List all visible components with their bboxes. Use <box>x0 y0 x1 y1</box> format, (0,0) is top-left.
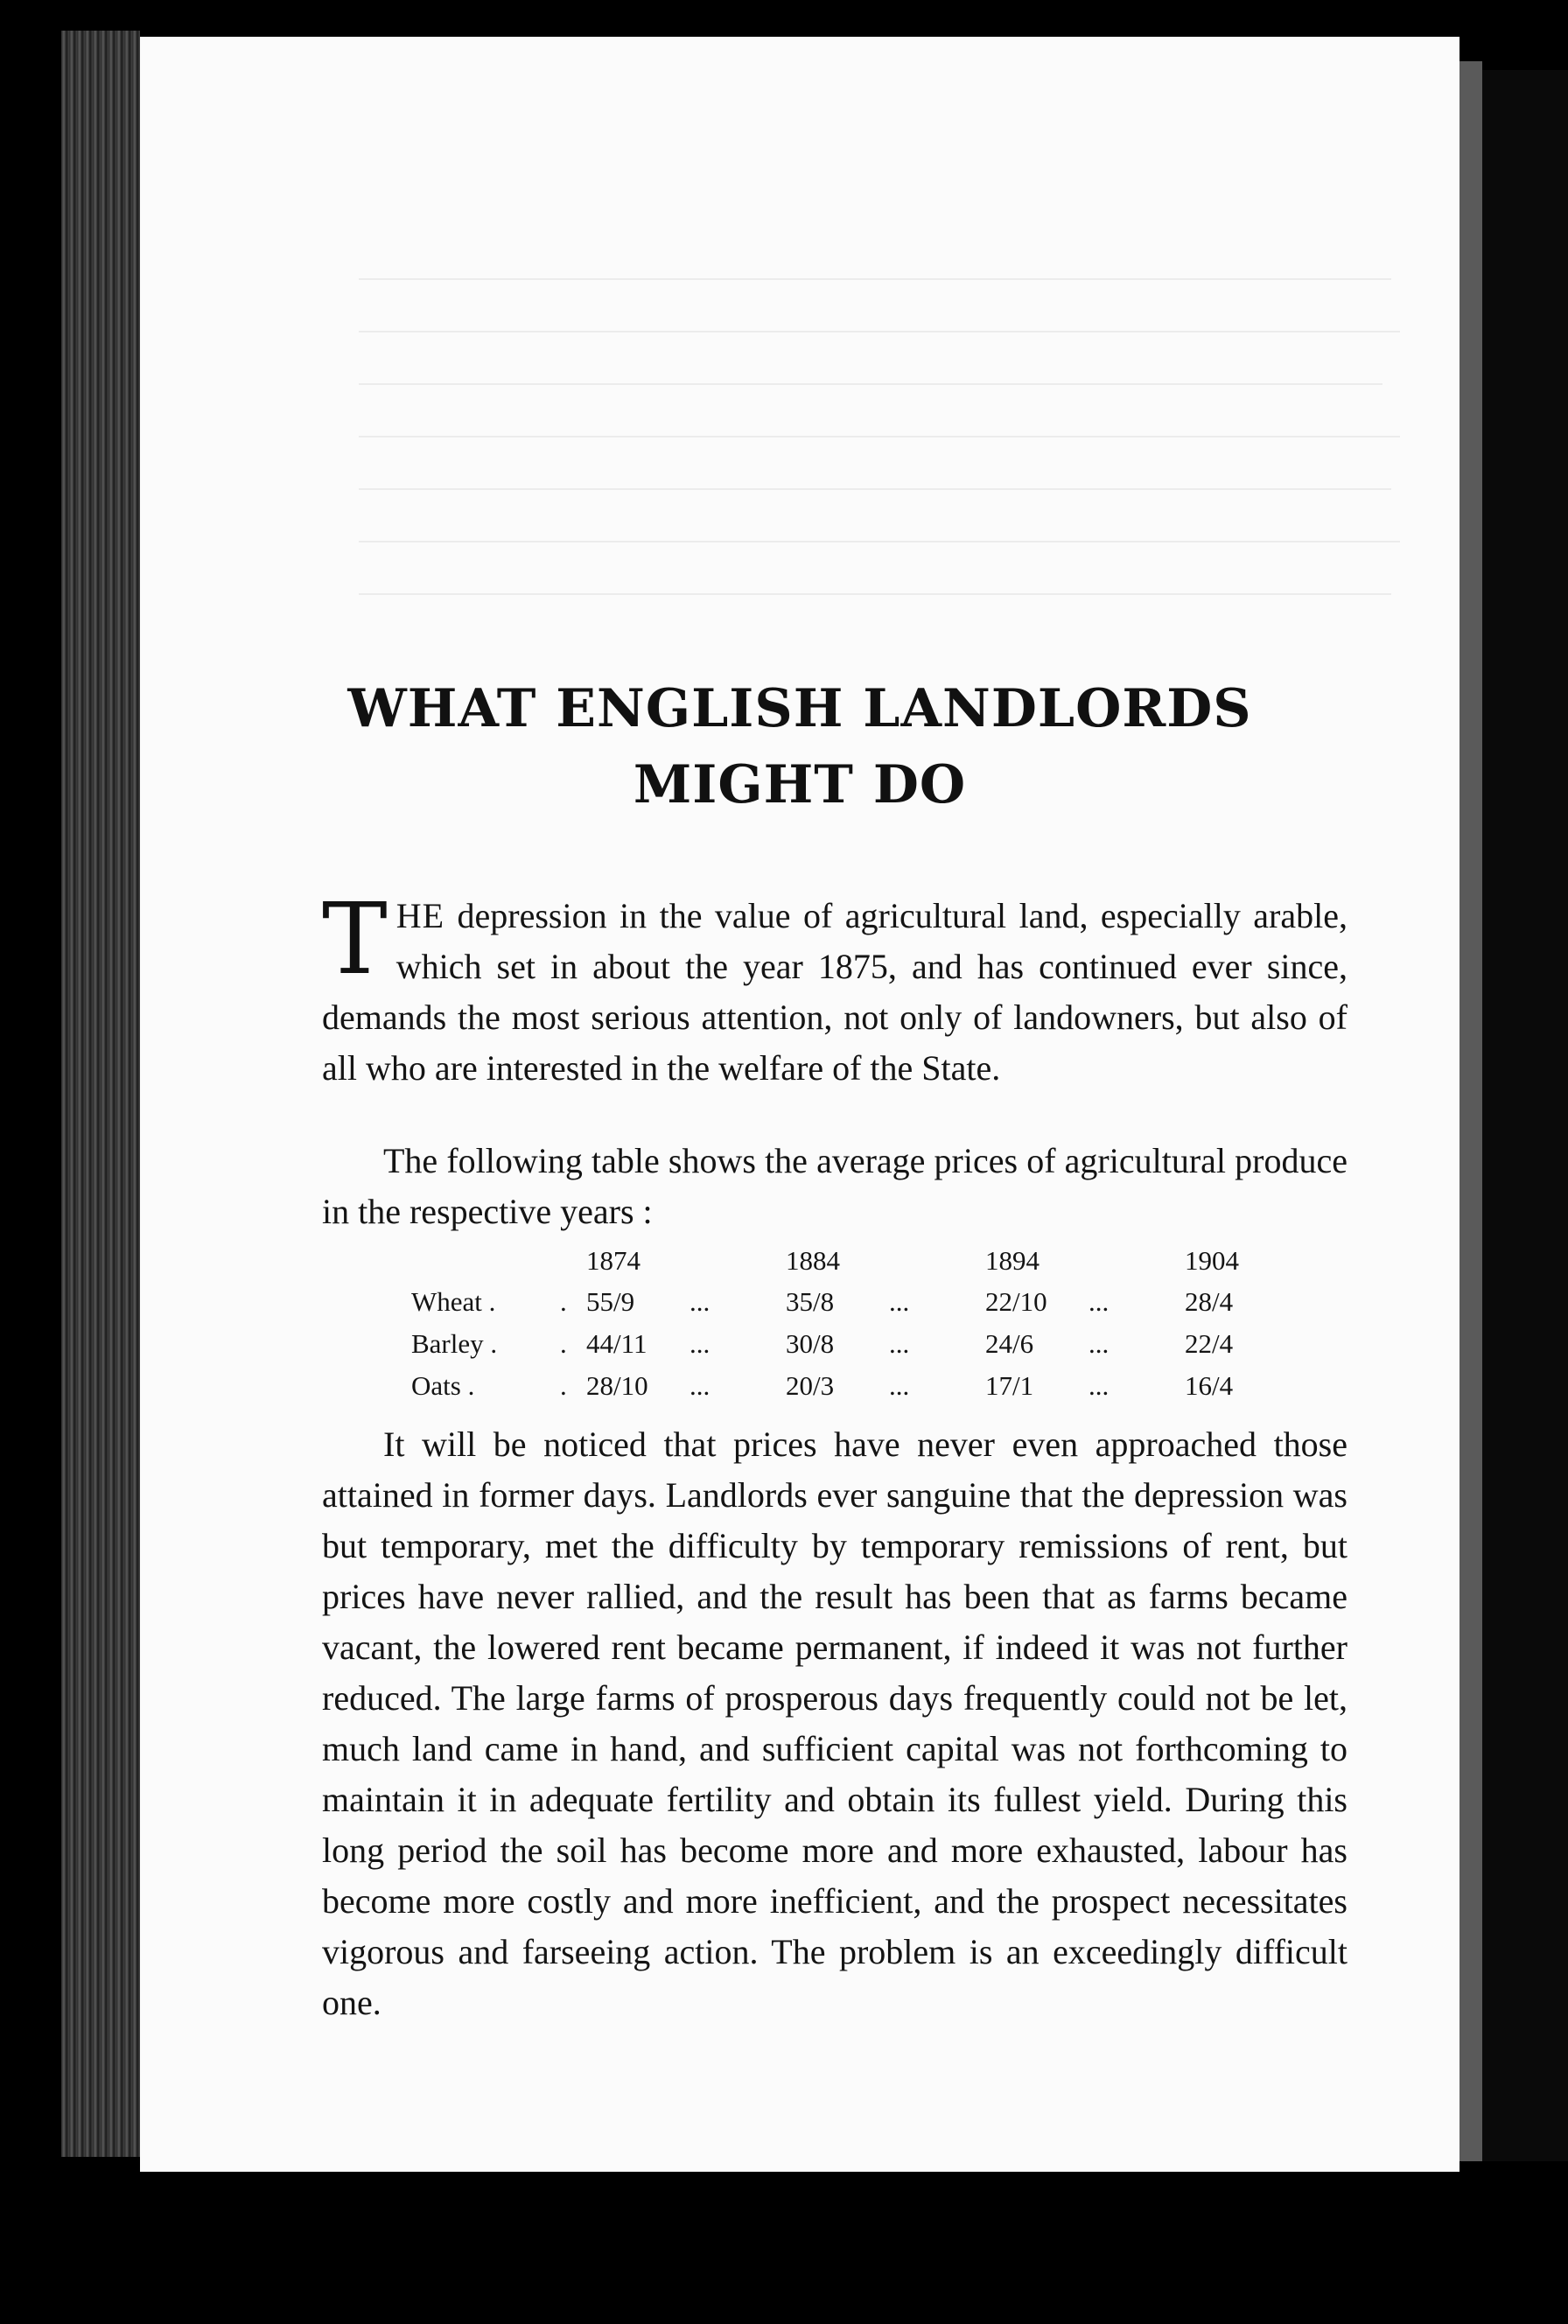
price-cell: 24/6 <box>985 1328 1034 1359</box>
show-through-line <box>359 436 1400 438</box>
price-cell: 22/10 <box>985 1286 1047 1317</box>
row-label: Wheat . <box>411 1286 496 1317</box>
scan-border <box>1482 70 1568 2161</box>
price-cell: 30/8 <box>786 1328 835 1359</box>
drop-cap: T <box>322 883 388 997</box>
table-row <box>411 1323 1288 1365</box>
price-cell: 55/9 <box>586 1286 635 1317</box>
row-label: Oats . <box>411 1370 475 1401</box>
price-cell: 16/4 <box>1185 1370 1234 1401</box>
separator: ... <box>1088 1370 1110 1401</box>
show-through-line <box>359 383 1382 385</box>
year-header: 1874 <box>586 1245 640 1276</box>
row-dot: . <box>560 1370 567 1401</box>
price-cell: 20/3 <box>786 1370 835 1401</box>
paragraph-opening <box>322 883 1348 1094</box>
separator: ... <box>889 1370 910 1401</box>
paragraph-analysis: It will be noticed that prices have never even approached those attained in former days. Landlords ever sanguine that the depression was but temporary, met the difficulty by temporary remissions of rent, but prices have never rallied, and the result has been that as farms became vacant, the lowered rent became permanent, if indeed it was not further reduced. The large farms of prosperous days frequently could not be let, much land came in hand, and sufficient capital was not forthcoming to maintain it in adequate fertility and obtain its fullest yield. During this long period the soil has become more and more exhausted, labour has become more costly and more inefficient, and the prospect necessitates vigorous and farseeing action. The problem is an exceedingly difficult one. <box>322 1424 1348 2022</box>
separator: ... <box>1088 1328 1110 1359</box>
book-page-edge <box>61 31 140 2157</box>
chapter-title-line-2: MIGHT DO <box>633 754 967 816</box>
price-table <box>411 1241 1288 1407</box>
paragraph-table-intro: The following table shows the average prices of agricultural produce in the respective years : <box>322 1141 1348 1231</box>
price-cell: 17/1 <box>985 1370 1034 1401</box>
year-header: 1884 <box>786 1245 840 1276</box>
price-cell: 22/4 <box>1185 1328 1234 1359</box>
chapter-title-line-1: WHAT ENGLISH LANDLORDS <box>347 678 1252 739</box>
price-cell: 28/10 <box>586 1370 648 1401</box>
facing-page-edge <box>1460 61 1482 2161</box>
separator: ... <box>690 1286 710 1317</box>
price-cell: 35/8 <box>786 1286 835 1317</box>
table-row <box>411 1365 1288 1407</box>
show-through-line <box>359 541 1400 542</box>
opening-small-caps: HE <box>396 896 445 935</box>
price-cell: 28/4 <box>1185 1286 1234 1317</box>
row-label: Barley . <box>411 1328 498 1359</box>
separator: ... <box>690 1370 710 1401</box>
show-through-line <box>359 331 1400 332</box>
separator: ... <box>889 1286 910 1317</box>
table-header-row <box>411 1241 1288 1281</box>
price-cell: 44/11 <box>586 1328 648 1359</box>
paragraph-opening-text: depression in the value of agricultural land, especially arable, which set in about the year 1875, and has continued ever since, demands the most serious attention, not only of landowners, but also of all who are interested in the welfare of the State. <box>322 896 1348 1088</box>
table-row <box>411 1281 1288 1323</box>
row-dot: . <box>560 1286 567 1317</box>
show-through-line <box>359 278 1391 280</box>
show-through-line <box>359 593 1391 595</box>
separator: ... <box>690 1328 710 1359</box>
year-header: 1904 <box>1185 1245 1239 1276</box>
row-dot: . <box>560 1328 567 1359</box>
show-through-line <box>359 488 1391 490</box>
separator: ... <box>1088 1286 1110 1317</box>
separator: ... <box>889 1328 910 1359</box>
year-header: 1894 <box>985 1245 1040 1276</box>
